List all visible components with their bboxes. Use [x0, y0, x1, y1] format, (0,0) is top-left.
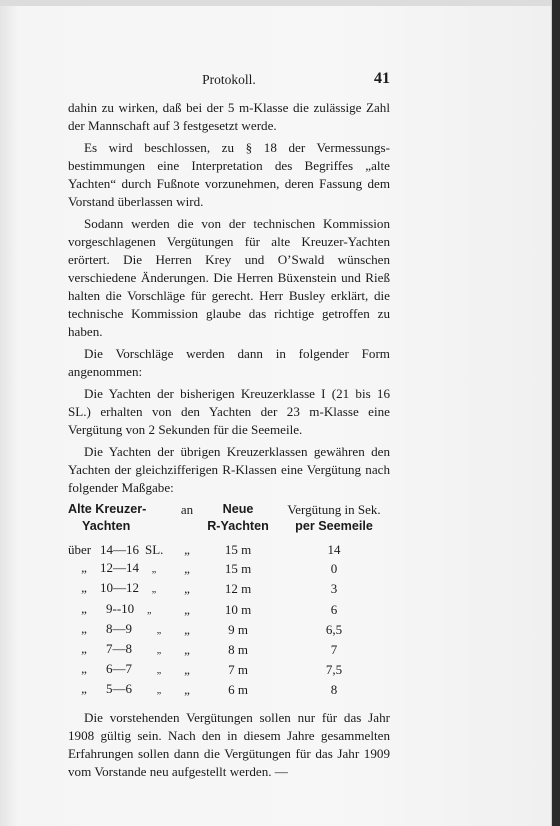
- column-header-alte-kreuzer-yachten: Alte Kreuzer- Yachten: [68, 502, 147, 533]
- ditto-mark: „: [184, 682, 190, 698]
- page-body: [68, 99, 390, 785]
- paragraph: Es wird beschlossen, zu § 18 der Vermessungs-bestimmungen eine Interpretation des Begriffes „alte Yachten“ durch Fußnote vorzunehmen, deren Fassung dem Vorstand überlassen wird.: [68, 140, 390, 209]
- verguetung-cell: 8: [330, 682, 338, 698]
- unit-text: „: [146, 604, 152, 616]
- paragraph: Die Vorschläge werden dann in folgender Form angenommen:: [68, 346, 390, 379]
- unit-text: „: [151, 584, 157, 596]
- neue-yachten-cell: 10 m: [224, 601, 252, 617]
- range-text: 14—16: [100, 542, 139, 557]
- verguetung-cell: 3: [330, 581, 338, 597]
- unit-text: „: [156, 665, 162, 677]
- neue-yachten-cell: 15 m: [224, 542, 252, 557]
- ditto-mark: „: [184, 621, 190, 637]
- range-text: 10—12: [100, 580, 139, 596]
- range-text: 6—7: [106, 661, 132, 677]
- prefix-text: „: [81, 681, 87, 697]
- table-row: [68, 680, 390, 700]
- ditto-mark: „: [184, 581, 190, 597]
- neue-yachten-cell: 15 m: [224, 561, 252, 577]
- prefix-text: „: [81, 641, 87, 657]
- column-header-verguetung: Vergütung in Sek. per Seemeile: [287, 502, 381, 533]
- alte-yachten-cell: [68, 620, 176, 640]
- ditto-mark: „: [184, 642, 190, 658]
- verguetung-cell: 6,5: [325, 621, 343, 637]
- column-header-neue-r-yachten: Neue R-Yachten: [207, 502, 269, 533]
- range-text: 8—9: [106, 620, 132, 636]
- neue-yachten-cell: 12 m: [224, 581, 252, 597]
- verguetung-cell: 6: [330, 601, 338, 617]
- range-text: 12—14: [100, 560, 139, 576]
- page-top-edge: [0, 0, 551, 6]
- prefix-text: „: [81, 580, 87, 596]
- unit-text: „: [156, 624, 162, 636]
- alte-yachten-cell: [68, 559, 176, 579]
- column-header-an: an: [180, 502, 194, 517]
- table-row: [68, 535, 390, 559]
- alte-yachten-cell: [68, 535, 176, 559]
- unit-text: „: [156, 685, 162, 697]
- ditto-mark: „: [184, 542, 190, 557]
- table-row: [68, 559, 390, 579]
- alte-yachten-cell: [68, 660, 176, 680]
- verguetung-cell: 14: [327, 542, 341, 557]
- compensation-table: [68, 501, 390, 701]
- paragraph: dahin zu wirken, daß bei der 5 m-Klasse die zulässige Zahl der Mannschaft auf 3 festgesetzt werde.: [68, 100, 390, 133]
- range-text: 5—6: [106, 681, 132, 697]
- alte-yachten-cell: [68, 579, 176, 599]
- alte-yachten-cell: [68, 600, 176, 620]
- unit-text: SL.: [145, 542, 164, 557]
- alte-yachten-cell: [68, 680, 176, 700]
- prefix-text: „: [81, 600, 87, 616]
- unit-text: „: [151, 564, 157, 576]
- prefix-text: „: [81, 661, 87, 677]
- range-text: 7—8: [106, 641, 132, 657]
- unit-text: „: [156, 645, 162, 657]
- paragraph: Die Yachten der bisherigen Kreuzerklasse I (21 bis 16 SL.) erhalten von den Yachten der 23 m-Klasse eine Vergütung von 2 Sekunden für die Seemeile.: [68, 386, 390, 437]
- table-row: [68, 620, 390, 640]
- paragraph: Die Yachten der übrigen Kreuzerklassen gewähren den Yachten der gleichzifferigen R-Klassen eine Vergütung nach folgender Maßgabe:: [68, 444, 390, 495]
- prefix-text: „: [81, 620, 87, 636]
- table-row: [68, 660, 390, 680]
- range-text: 9--10: [106, 600, 135, 616]
- prefix-text: „: [81, 560, 87, 576]
- closing-paragraph: Die vorstehenden Vergütungen sollen nur für das Jahr 1908 gültig sein. Nach den in diesem Jahre gesammelten Erfahrungen sollen dann die Vergütungen für das Jahr 1909 vom Vorstande neu aufgestellt werden. —: [68, 709, 390, 779]
- prefix-text: über: [68, 542, 92, 557]
- paragraph: Sodann werden die von der technischen Kommission vorgeschlagenen Vergütungen für alte Kreuzer-Yachten erörtert. Die Herren Krey und O’Swald wünschen verschiedene Änderungen. Die Herren Büxenstein und Rieß halten die Vorschläge für gerecht. Herr Busley erklärt, die technische Kommission glaube das richtige getroffen zu haben.: [68, 216, 390, 339]
- page-number: 41: [374, 70, 390, 87]
- neue-yachten-cell: 9 m: [228, 621, 248, 637]
- table-header-row: [68, 501, 390, 535]
- ditto-mark: „: [184, 601, 190, 617]
- alte-yachten-cell: [68, 640, 176, 660]
- neue-yachten-cell: 7 m: [228, 662, 248, 678]
- table-row: [68, 600, 390, 620]
- neue-yachten-cell: 8 m: [228, 642, 248, 658]
- table-row: [68, 579, 390, 599]
- ditto-mark: „: [184, 561, 190, 577]
- neue-yachten-cell: 6 m: [228, 682, 248, 698]
- verguetung-cell: 7,5: [325, 662, 343, 678]
- verguetung-cell: 7: [330, 642, 338, 658]
- table-row: [68, 640, 390, 660]
- ditto-mark: „: [184, 662, 190, 678]
- page-header: [68, 70, 390, 92]
- running-title: Protokoll.: [202, 72, 256, 87]
- verguetung-cell: 0: [330, 561, 338, 577]
